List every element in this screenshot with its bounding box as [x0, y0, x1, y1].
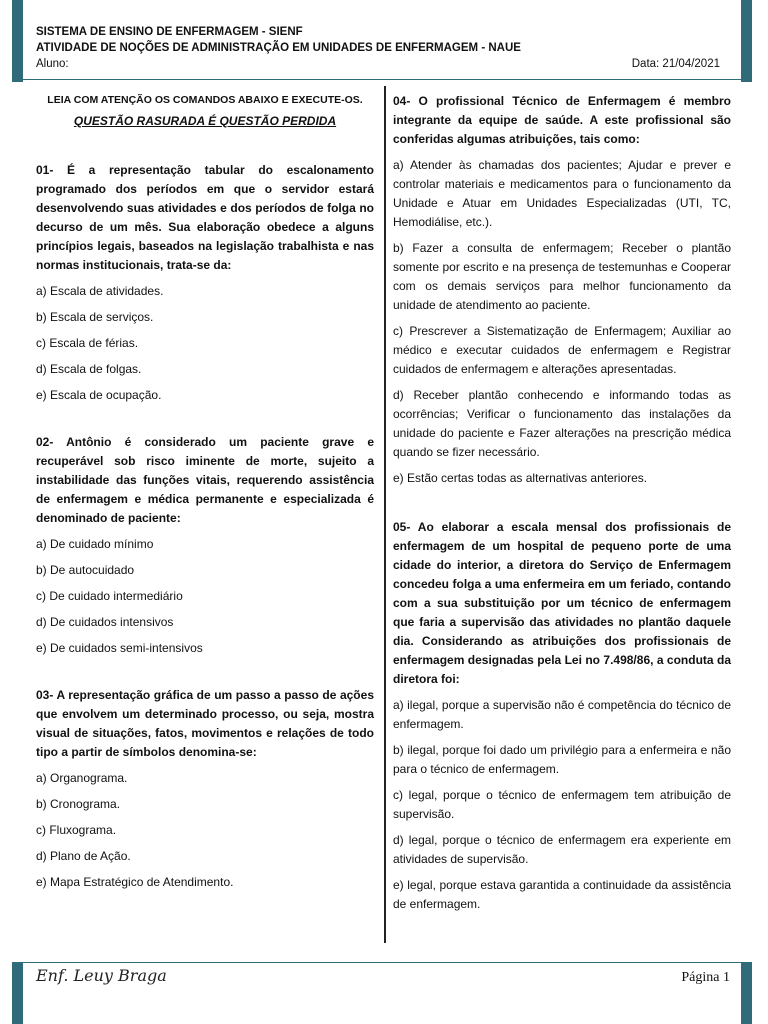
answer-option: a) Atender às chamadas dos pacientes; Ajudar e prever e controlar materiais e medicamentos para o funcionamento da Unidade e Atuar em Unidades Especializadas (UTI, TC, Hemodiálise, etc.).: [393, 158, 731, 229]
question-stem: 03- A representação gráfica de um passo a passo de ações que envolvem um determinado processo, ou seja, mostra visual de situações, fatos, movimentos e relações de todo tipo a partir de símbolos denomina-se:: [36, 688, 374, 759]
answer-option: c) legal, porque o técnico de enfermagem tem atribuição de supervisão.: [393, 788, 731, 821]
warning-text: QUESTÃO RASURADA É QUESTÃO PERDIDA: [73, 114, 337, 128]
answer-option: d) De cuidados intensivos: [36, 615, 174, 629]
question-4: [393, 92, 731, 488]
answer-option: e) Mapa Estratégico de Atendimento.: [36, 875, 234, 889]
footer-rule: [23, 962, 741, 963]
answer-option: e) legal, porque estava garantida a continuidade da assistência de enfermagem.: [393, 878, 731, 911]
question-3: [36, 686, 374, 892]
answer-option: d) Plano de Ação.: [36, 849, 131, 863]
header-accent-bar-left: [12, 0, 23, 82]
date-label: Data: 21/04/2021: [631, 58, 720, 70]
answer-option: c) Fluxograma.: [36, 823, 117, 837]
header-accent-bar-right: [741, 0, 752, 82]
activity-title: ATIVIDADE DE NOÇÕES DE ADMINISTRAÇÃO EM UNIDADES DE ENFERMAGEM - NAUE: [36, 42, 521, 54]
document-header: [36, 24, 720, 72]
page-number: Página 1: [681, 970, 730, 985]
left-column: [36, 92, 374, 892]
answer-option: b) ilegal, porque foi dado um privilégio para a enfermeira e não para o técnico de enfermagem.: [393, 743, 731, 776]
footer-accent-bar-left: [12, 962, 23, 1024]
footer-accent-bar-right: [741, 962, 752, 1024]
question-1: [36, 161, 374, 405]
answer-option: d) Escala de folgas.: [36, 362, 142, 376]
question-2: [36, 433, 374, 658]
answer-option: e) Escala de ocupação.: [36, 388, 162, 402]
student-label: Aluno:: [36, 58, 69, 70]
answer-option: b) Cronograma.: [36, 797, 121, 811]
answer-option: b) Fazer a consulta de enfermagem; Receber o plantão somente por escrito e na presença de testemunhas e Cooperar com os demais serviços para melhor funcionamento da unidade de atendimento ao paciente.: [393, 241, 731, 312]
question-stem: 05- Ao elaborar a escala mensal dos profissionais de enfermagem de um hospital de pequeno porte de uma cidade do interior, a diretora do Serviço de Enfermagem concedeu folga a uma enfermeira em um feriado, contando com a sua substituição por um técnico de enfermagem que faria a supervisão das atividades no plantão daquele dia. Considerando as atribuições dos profissionais de enfermagem designadas pela Lei no 7.498/86, a conduta da diretora foi:: [393, 520, 731, 686]
answer-option: a) ilegal, porque a supervisão não é competência do técnico de enfermagem.: [393, 698, 731, 731]
header-rule: [23, 79, 741, 80]
answer-option: d) Receber plantão conhecendo e informando todas as ocorrências; Verificar o funcionamento das instalações da unidade do paciente e Fazer alterações na prescrição médica quando se fizer necessário.: [393, 388, 731, 459]
answer-option: c) De cuidado intermediário: [36, 589, 183, 603]
question-5: [393, 518, 731, 914]
question-stem: 02- Antônio é considerado um paciente grave e recuperável sob risco iminente de morte, sujeito a instabilidade das funções vitais, requerendo assistência de enfermagem e médica permanente e especializada é denominado de paciente:: [36, 435, 374, 525]
question-stem: 01- É a representação tabular do escalonamento programado dos períodos em que o servidor estará desenvolvendo suas atividades e dos períodos de folga no decurso de um mês. Sua elaboração obedece a alguns princípios legais, baseados na legislação trabalhista e nas normas institucionais, trata-se da:: [36, 163, 374, 272]
answer-option: b) De autocuidado: [36, 563, 135, 577]
author-signature: Enf. Leuy Braga: [36, 966, 167, 985]
right-column: [393, 92, 731, 914]
answer-option: e) De cuidados semi-intensivos: [36, 641, 203, 655]
instructions-text: LEIA COM ATENÇÃO OS COMANDOS ABAIXO E EXECUTE-OS.: [47, 94, 363, 106]
answer-option: b) Escala de serviços.: [36, 310, 154, 324]
answer-option: a) Escala de atividades.: [36, 284, 164, 298]
column-divider: [384, 86, 386, 943]
answer-option: a) De cuidado mínimo: [36, 537, 154, 551]
answer-option: a) Organograma.: [36, 771, 128, 785]
institution-name: SISTEMA DE ENSINO DE ENFERMAGEM - SIENF: [36, 26, 303, 38]
answer-option: c) Prescrever a Sistematização de Enfermagem; Auxiliar ao médico e executar cuidados de enfermagem e Registrar cuidados de enfermagem e alterações apresentadas.: [393, 324, 731, 376]
answer-option: d) legal, porque o técnico de enfermagem era experiente em atividades de supervisão.: [393, 833, 731, 866]
answer-option: e) Estão certas todas as alternativas anteriores.: [393, 471, 648, 485]
answer-option: c) Escala de férias.: [36, 336, 139, 350]
question-stem: 04- O profissional Técnico de Enfermagem é membro integrante da equipe de saúde. A este profissional são conferidas algumas atribuições, tais como:: [393, 94, 731, 146]
